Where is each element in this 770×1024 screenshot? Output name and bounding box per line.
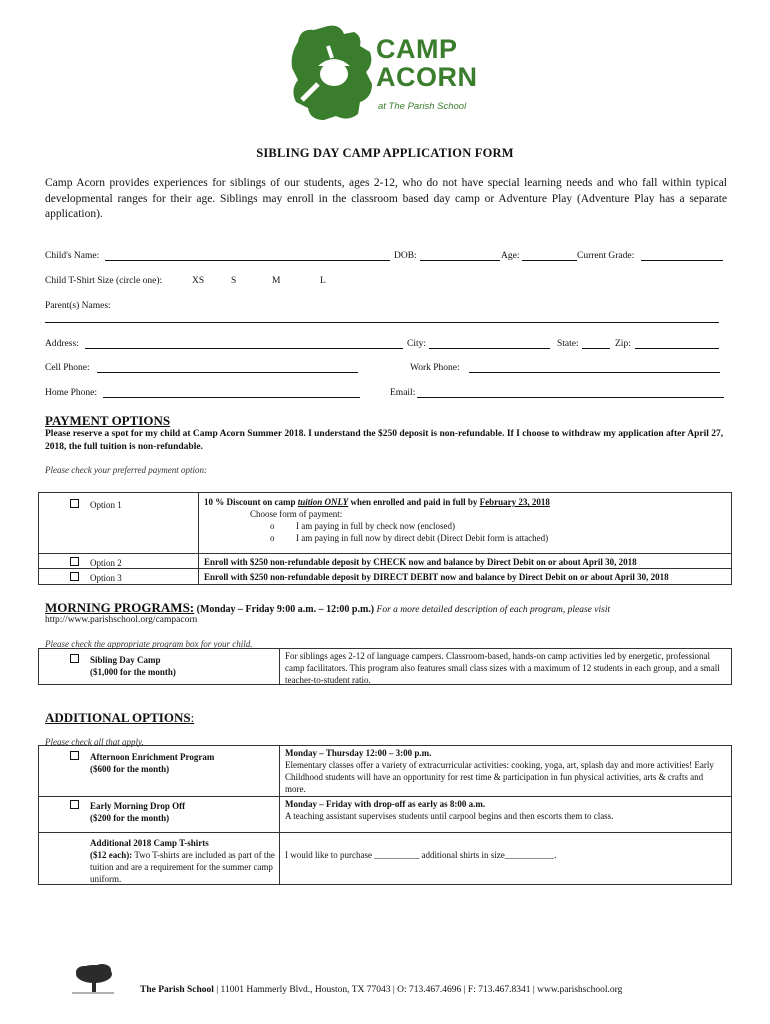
address-label: Address:	[45, 339, 79, 349]
option1-choice2[interactable]: I am paying in full now by direct debit (Direct Debit form is attached)	[296, 533, 549, 543]
option1-choice1[interactable]: I am paying in full by check now (enclosed)	[296, 521, 455, 531]
tshirts-name: Additional 2018 Camp T-shirts	[90, 838, 209, 848]
row-child-info	[45, 251, 727, 265]
footer-contact: | 11001 Hammerly Blvd., Houston, TX 77043 | O: 713.467.4696 | F: 713.467.8341 | www.parishschool.org	[213, 985, 623, 995]
dob-label: DOB:	[394, 251, 417, 261]
dob-field[interactable]	[420, 251, 500, 261]
home-phone-field[interactable]	[103, 388, 360, 398]
intro-paragraph: Camp Acorn provides experiences for siblings of our students, ages 2-12, who do not have special learning needs and who fall within typical developmental ranges for their age. Siblings may enroll in the classroom based day camp or Adventure Play (Adventure Play has a separate application).	[45, 177, 727, 220]
payment-row-line-2	[38, 568, 732, 569]
acorn-logo-icon	[288, 22, 376, 122]
payment-text: Please reserve a spot for my child at Camp Acorn Summer 2018. I understand the $250 deposit is non-refundable. If I choose to withdraw my application after April 27, 2018, the full tuition is non-refundable.	[45, 429, 724, 452]
parents-label: Parent(s) Names:	[45, 301, 111, 311]
additional-colon: :	[190, 710, 195, 725]
row-home-email	[45, 388, 727, 402]
afternoon-checkbox[interactable]	[70, 751, 79, 760]
size-s[interactable]: S	[231, 276, 237, 286]
footer-school: The Parish School	[140, 985, 214, 995]
afternoon-name: Afternoon Enrichment Program	[90, 752, 215, 762]
bullet-icon: o	[270, 521, 275, 531]
option3-desc: Enroll with $250 non-refundable deposit by DIRECT DEBIT now and balance by Direct Debit on or about April 30, 2018	[204, 572, 669, 582]
morning-heading: MORNING PROGRAMS:	[45, 600, 195, 615]
logo-subtitle: at The Parish School	[378, 101, 467, 112]
sibling-day-camp-checkbox[interactable]	[70, 654, 79, 663]
tree-logo-icon	[70, 962, 116, 1002]
morning-divider	[279, 648, 280, 685]
additional-row-line-2	[38, 832, 732, 833]
city-field[interactable]	[429, 339, 550, 349]
morning-more: For a more detailed description of each program, please visit	[374, 605, 611, 615]
sibling-day-camp-desc: For siblings ages 2-12 of language campers. Classroom-based, hands-on camp activities led by energetic, professional camp facilitators. This program also features small class sizes with a maximum of 12 students in each group, and a small teacher-to-student ratio.	[285, 651, 720, 685]
early-drop-price: ($200 for the month)	[90, 813, 170, 823]
grade-label: Current Grade:	[577, 251, 635, 261]
option1-choose: Choose form of payment:	[250, 509, 343, 519]
payment-heading: PAYMENT OPTIONS	[45, 413, 171, 428]
morning-time: (Monday – Friday 9:00 a.m. – 12:00 p.m.)	[194, 604, 375, 615]
cell-phone-label: Cell Phone:	[45, 363, 90, 373]
morning-url[interactable]: http://www.parishschool.org/campacorn	[45, 615, 198, 625]
additional-heading: ADDITIONAL OPTIONS	[45, 710, 191, 725]
row-address	[45, 339, 727, 353]
email-label: Email:	[390, 388, 416, 398]
zip-label: Zip:	[615, 339, 631, 349]
home-phone-label: Home Phone:	[45, 388, 97, 398]
cell-phone-field[interactable]	[97, 363, 358, 373]
option2-label: Option 2	[90, 558, 122, 568]
early-drop-checkbox[interactable]	[70, 800, 79, 809]
work-phone-label: Work Phone:	[410, 363, 460, 373]
row-phones	[45, 363, 727, 377]
address-field[interactable]	[85, 339, 403, 349]
grade-field[interactable]	[641, 251, 723, 261]
option1-desc: 10 % Discount on camp tuition ONLY when enrolled and paid in full by February 23, 2018	[204, 497, 550, 507]
afternoon-time: Monday – Thursday 12:00 – 3:00 p.m.	[285, 748, 432, 758]
sibling-day-camp-label: Sibling Day Camp	[90, 655, 161, 665]
size-l[interactable]: L	[320, 276, 326, 286]
option2-desc: Enroll with $250 non-refundable deposit by CHECK now and balance by Direct Debit on or about April 30, 2018	[204, 557, 637, 567]
early-drop-time: Monday – Friday with drop-off as early as 8:00 a.m.	[285, 799, 486, 809]
city-label: City:	[407, 339, 427, 349]
camp-acorn-logo	[284, 18, 484, 124]
footer	[140, 985, 622, 995]
age-field[interactable]	[522, 251, 577, 261]
tshirt-label: Child T-Shirt Size (circle one):	[45, 276, 163, 286]
additional-heading-row	[45, 710, 194, 726]
payment-note: Please check your preferred payment option:	[45, 465, 208, 475]
afternoon-desc: Elementary classes offer a variety of extracurricular activities: cooking, yoga, art, splash day and more activities! Early Childhood students will have an opportunity for rest time & participation in fun physical activities, arts & crafts and more.	[285, 760, 714, 794]
logo-acorn: ACORN	[376, 62, 478, 92]
zip-field[interactable]	[635, 339, 719, 349]
morning-note: Please check the appropriate program box for your child.	[45, 639, 253, 649]
state-field[interactable]	[582, 339, 610, 349]
page-title: SIBLING DAY CAMP APPLICATION FORM	[256, 146, 514, 160]
size-m[interactable]: M	[272, 276, 281, 286]
additional-note: Please check all that apply.	[45, 737, 144, 747]
state-label: State:	[557, 339, 579, 349]
parents-field[interactable]	[45, 313, 719, 323]
payment-row-line-1	[38, 553, 732, 554]
age-label: Age:	[501, 251, 520, 261]
option3-label: Option 3	[90, 573, 122, 583]
email-field[interactable]	[417, 388, 724, 398]
payment-divider	[198, 492, 199, 585]
bullet-icon: o	[270, 533, 275, 543]
logo-camp: CAMP	[376, 34, 458, 64]
additional-row-line-1	[38, 796, 732, 797]
size-xs[interactable]: XS	[192, 276, 205, 286]
early-drop-desc: A teaching assistant supervises students until carpool begins and then escorts them to class.	[285, 811, 614, 821]
tshirts-desc: ($12 each): Two T-shirts are included as part of the tuition and are a requirement for the summer camp uniform.	[90, 850, 275, 884]
option1-checkbox[interactable]	[70, 499, 79, 508]
tshirts-purchase[interactable]: I would like to purchase __________ additional shirts in size___________.	[285, 850, 557, 860]
row-tshirt	[45, 276, 727, 290]
early-drop-name: Early Morning Drop Off	[90, 801, 186, 811]
option2-checkbox[interactable]	[70, 557, 79, 566]
afternoon-price: ($600 for the month)	[90, 764, 170, 774]
option1-label: Option 1	[90, 500, 122, 510]
child-name-field[interactable]	[105, 251, 390, 261]
option3-checkbox[interactable]	[70, 572, 79, 581]
additional-divider	[279, 745, 280, 885]
work-phone-field[interactable]	[469, 363, 720, 373]
sibling-day-camp-price: ($1,000 for the month)	[90, 667, 176, 677]
child-name-label: Child's Name:	[45, 251, 100, 261]
